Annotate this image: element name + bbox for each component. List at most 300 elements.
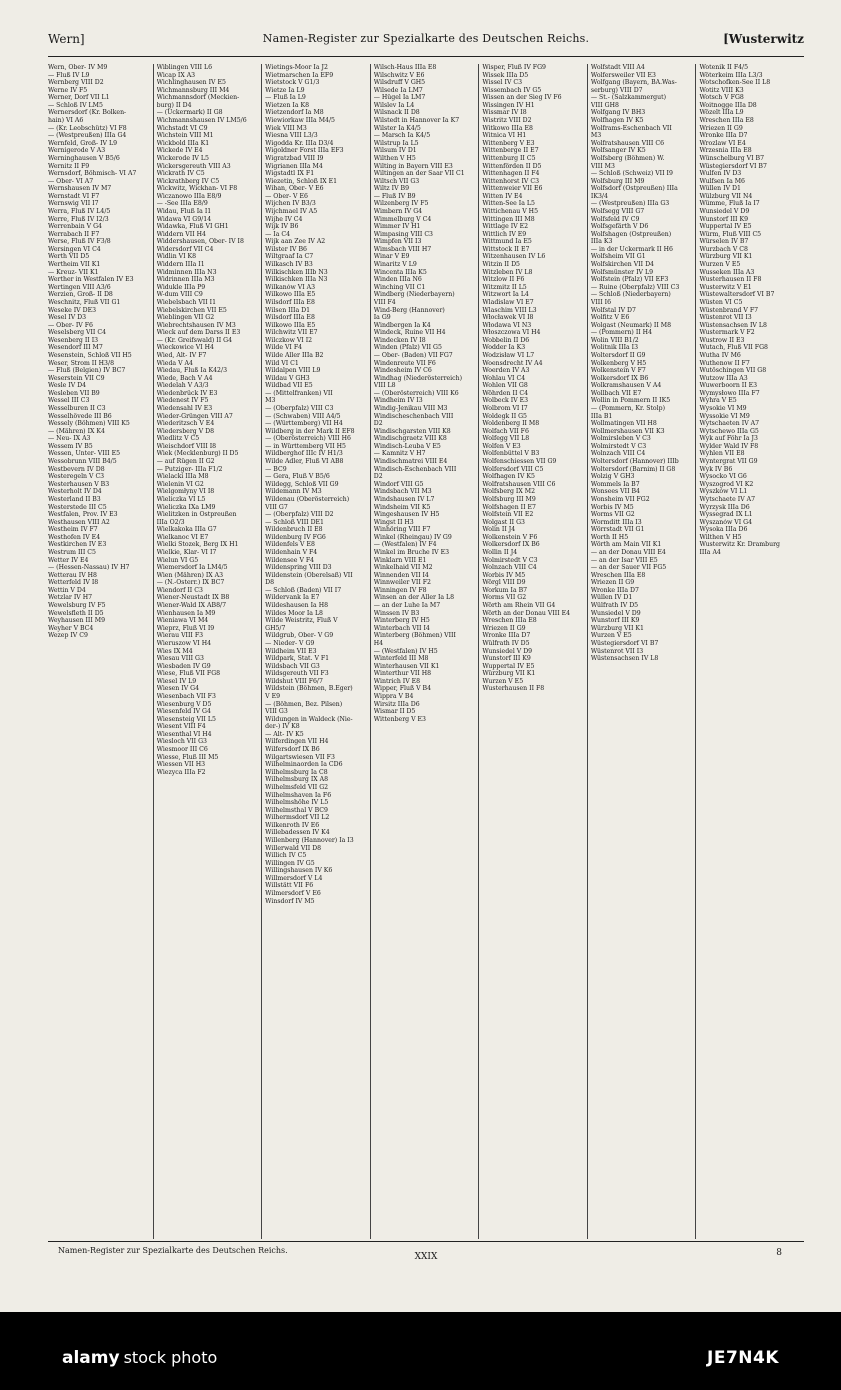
register-entry: Wrozlaw VI E4: [699, 139, 746, 147]
register-entry: Wiesmoor III C6: [156, 746, 208, 754]
register-entry: Wilthen V H5: [699, 533, 742, 541]
register-entry: Worms VII G2: [482, 594, 527, 602]
page-footer: [48, 1246, 804, 1268]
register-entry: Wiesna VIII L3/3: [265, 132, 318, 140]
register-entry: IK3/4: [590, 192, 608, 200]
register-entry: Wollbach VII E7: [590, 389, 642, 397]
register-entry: Wimbern IV G4: [373, 207, 423, 215]
register-entry: Wilde Adler, Fluß VI AB8: [265, 458, 344, 466]
register-entry: Wersingen VI C4: [48, 245, 101, 253]
register-entry: Windisch-Eschenbach VIII: [373, 465, 457, 473]
register-entry: Wildshut VIII F6/7: [265, 677, 323, 685]
register-entry: Wetter IV E4: [48, 556, 89, 564]
register-entry: Wildervank Ia E7: [265, 594, 320, 602]
register-entry: Winsdorf IV M5: [265, 897, 315, 905]
register-entry: Wildenhain V F4: [265, 549, 318, 556]
register-entry: Widawka, Fluß VI GH1: [156, 223, 229, 231]
register-entry: Westeregeln V C3: [48, 473, 105, 481]
register-entry: Wittlage IV E2: [482, 223, 529, 231]
register-entry: Wieliczka IXa LM9: [156, 503, 216, 511]
register-entry: Wörth an der Donau VIII E4: [482, 609, 571, 617]
register-entry: Wierau VIII F3: [156, 632, 204, 640]
register-entry: Wolfsberg (Böhmen) W.: [590, 154, 665, 162]
register-entry: Wildau V GH3: [265, 374, 310, 382]
register-entry: Witzmitz II L5: [482, 283, 527, 291]
register-entry: Wilferdingen VII H4: [265, 738, 329, 746]
register-entry: Wilde VI F4: [265, 344, 303, 352]
register-entry: Wessely (Böhmen) VIII K5: [48, 420, 130, 428]
register-entry: Wistritz VIII D2: [482, 117, 532, 125]
register-entry: Wiezetin, Schloß IX E1: [265, 177, 338, 185]
register-entry: Winkel (Rheingau) IV G9: [373, 533, 452, 541]
register-entry: Wyrzysk IIIa D6: [699, 503, 750, 511]
register-entry: Worms VII G2: [590, 511, 635, 519]
register-entry: — (Kr. Greifswald) II G4: [156, 336, 233, 344]
register-entry: — (Oberpfalz) VIII D2: [265, 511, 334, 519]
register-entry: Wildberg in der Mark II EF8: [265, 427, 355, 435]
register-entry: Wolfsheim VII G1: [590, 253, 646, 261]
register-entry: — Schloß (Schweiz) VII I9: [590, 170, 673, 178]
register-entry: Wernstadt VI F7: [48, 192, 100, 200]
register-entry: Wieliczka VI L5: [156, 495, 206, 503]
register-page: [48, 18, 804, 1280]
register-entry: Willerwald VII D8: [265, 844, 322, 852]
register-entry: Wilsdorf IIIa E8: [265, 314, 315, 322]
register-entry: Wilkischken IIIb N3: [265, 268, 328, 276]
register-entry: Włodawa VI N3: [482, 321, 532, 329]
register-entry: Widawa VI G9/14: [156, 215, 212, 223]
register-entry: Weyhausen III M9: [48, 617, 106, 625]
register-entry: Witten IV E4: [482, 192, 523, 200]
register-entry: Wimsbach VIII H7: [373, 245, 432, 253]
register-entry: — Ia C4: [265, 230, 291, 238]
register-entry: Wijhe IV C4: [265, 215, 303, 223]
register-entry: Wolkramshausen V A4: [590, 382, 662, 390]
register-entry: Wriezen II G9: [699, 124, 743, 132]
register-entry: Wolfen V E3: [482, 442, 521, 450]
register-entry: Wieischdorf VIII I8: [156, 442, 217, 450]
register-entry: Wüstegiersdorf VI B7: [590, 639, 659, 647]
register-entry: — (Uckermark) II G8: [156, 109, 223, 117]
register-entry: Wolfgang (Bayern, BA.Was-: [590, 79, 677, 87]
column-7: [695, 64, 804, 1239]
register-entry: Wutzow IIIa A3: [699, 374, 748, 382]
register-entry: Wonsheim VII FG2: [590, 495, 650, 503]
register-entry: Wielun VI G5: [156, 556, 199, 564]
column-3: [261, 64, 370, 1239]
register-entry: M3: [265, 397, 276, 405]
register-entry: Wielkanoc VI E7: [156, 533, 209, 541]
register-entry: Woltersdorf (Barnim) II G8: [590, 465, 676, 473]
register-entry: Wiessen VII H3: [156, 761, 206, 769]
register-entry: Wobbelin II D6: [482, 336, 530, 344]
register-entry: Wernitz II F9: [48, 162, 90, 170]
register-entry: Willebadessen IV K4: [265, 829, 330, 837]
register-entry: Wielacki IIIa M8: [156, 473, 209, 481]
register-entry: VIII M3: [590, 162, 615, 170]
register-entry: Wiebelsbach VII I1: [156, 298, 217, 306]
register-entry: Würzburg VII K1: [590, 624, 644, 632]
register-entry: Wiendorf II C3: [156, 586, 203, 594]
register-entry: — BC9: [265, 465, 287, 473]
register-entry: Wolfach VII F6: [482, 427, 529, 435]
register-entry: Wilster Ia K4/5: [373, 124, 421, 132]
register-entry: Wiesensteig VII L5: [156, 715, 216, 723]
register-entry: Winkelhaid VII M2: [373, 564, 433, 572]
register-entry: — (Westfalen) IV H5: [373, 647, 438, 655]
register-entry: Wietmarschen Ia EF9: [265, 71, 334, 79]
register-entry: Wessel III C3: [48, 397, 90, 405]
register-entry: serburg) VIII D7: [590, 86, 643, 94]
register-entry: Wietstock V G1/3: [265, 79, 320, 87]
register-entry: Windberg (Niederbayern): [373, 291, 455, 299]
register-entry: Werrabach II F7: [48, 230, 100, 238]
register-entry: Westrum III C5: [48, 549, 96, 556]
register-entry: Wollin in Pommern II IK5: [590, 397, 671, 405]
register-entry: Wolkersdorf IX B6: [482, 541, 540, 549]
column-6: [587, 64, 696, 1239]
register-entry: Wieda V A4: [156, 359, 193, 367]
register-entry: Witzwort Ia L4: [482, 291, 529, 299]
register-entry: Wiesel IV L9: [156, 677, 197, 685]
register-entry: Windischmatrei VIII E4: [373, 458, 448, 466]
register-entry: Wüllen IV D1: [590, 594, 633, 602]
register-entry: Windheim IV I3: [373, 397, 423, 405]
register-entry: Wissel IV C3: [482, 79, 523, 87]
register-entry: Witkowo IIIa E8: [482, 124, 533, 132]
register-entry: Woerden IV A3: [482, 367, 530, 375]
register-entry: Wilchwitz VII E7: [265, 329, 318, 337]
register-entry: Widrinnen IIIa M3: [156, 276, 215, 284]
register-entry: VIII G3: [265, 708, 288, 716]
register-entry: D8: [265, 579, 275, 587]
register-entry: Wittenhorst IV C3: [482, 177, 540, 185]
register-entry: Wittmund Ia E5: [482, 238, 532, 246]
register-entry: Wommels Ia B7: [590, 480, 640, 488]
register-entry: Wieder-Grüngen VIII A7: [156, 412, 233, 420]
register-entry: Wiede, Bach V A4: [156, 374, 213, 382]
register-entry: Wutha IV M6: [699, 351, 741, 359]
register-entry: Wirsitz IIIa D6: [373, 700, 420, 708]
register-entry: Wittenberge II E7: [482, 147, 539, 155]
register-entry: Wingeshausen IV H5: [373, 511, 440, 519]
register-entry: Wörth am Main VII K1: [590, 541, 662, 549]
register-entry: Wolfsfeld IV C9: [590, 215, 640, 223]
register-entry: — Kamnitz V H7: [373, 450, 426, 458]
register-entry: — Marsch Ia K4/5: [373, 132, 431, 140]
register-entry: Windecken IV I8: [373, 336, 426, 344]
register-entry: Weschnitz, Fluß VII G1: [48, 298, 121, 306]
register-entry: Wildenburg IV FG6: [265, 533, 326, 541]
register-entry: Wittichenau V H5: [482, 207, 538, 215]
register-entry: Wilstedt in Hannover Ia K7: [373, 117, 460, 125]
register-entry: Windischeschenbach VIII: [373, 412, 454, 420]
register-entry: Wichmannsdorf (Meckien-: [156, 94, 240, 102]
register-entry: Windsheim VII K5: [373, 503, 431, 511]
register-entry: Wohlen VII G8: [482, 382, 528, 390]
register-entry: Wichstein VIII M1: [156, 132, 214, 140]
register-entry: Wildsbach VII G3: [265, 662, 320, 670]
register-entry: Windischgraetz VIII K8: [373, 435, 447, 443]
register-entry: Wildeshausen Ia H8: [265, 602, 329, 610]
register-entry: Willich IV C5: [265, 852, 307, 860]
register-entry: — Fluß IV L9: [48, 71, 90, 79]
register-entry: Wilstrup Ia L5: [373, 139, 419, 147]
register-entry: Wilsdorf IIIa E8: [265, 298, 315, 306]
register-entry: Wolfenschiessen VII G9: [482, 458, 557, 466]
column-2: [153, 64, 262, 1239]
register-entry: — (Württemberg) VII H4: [265, 420, 343, 428]
register-entry: — Schloß IV LM5: [48, 101, 103, 109]
register-entry: — Ober- V E6: [265, 192, 308, 200]
register-entry: Wolfitz V E6: [590, 314, 630, 322]
register-entry: Wörgl VIII D9: [482, 579, 526, 587]
register-entry: Westerland II B3: [48, 495, 101, 503]
register-entry: Wijk IV B6: [265, 223, 299, 231]
register-entry: — an der Luhe Ia M7: [373, 602, 441, 610]
register-entry: Wissmar IV I8: [482, 109, 527, 117]
register-entry: Wolfsberg IX M2: [482, 488, 536, 496]
register-entry: Wreschen IIIa E8: [590, 571, 646, 579]
register-entry: Westerhausen V B3: [48, 480, 110, 488]
register-entry: Witzin II D5: [482, 261, 520, 269]
register-entry: Wülfrath IV D5: [482, 639, 530, 647]
register-entry: Wolzig V GH3: [590, 473, 635, 481]
register-entry: Wurzen V E5: [699, 261, 741, 269]
register-entry: Wytschaete IV A7: [699, 495, 756, 503]
register-entry: Wilhelmsthal V BC9: [265, 806, 328, 814]
register-entry: — (Hessen-Nassau) IV H7: [48, 564, 130, 572]
register-entry: Wildensee V F4: [265, 556, 315, 564]
register-entry: Wrzesnia IIIa E8: [699, 147, 752, 155]
register-entry: Willingshausen IV K6: [265, 867, 333, 875]
register-entry: Woitnogge IIIa D8: [699, 101, 757, 109]
register-entry: Wissingen IV H1: [482, 101, 535, 109]
register-entry: Wyk auf Föhr Ia J3: [699, 435, 758, 443]
register-entry: Wieblingen VII G2: [156, 314, 215, 322]
register-entry: — Nieder- V G9: [265, 639, 315, 647]
register-entry: Wiesen IV G4: [156, 685, 200, 693]
watermark-band: [0, 1312, 841, 1390]
register-entry: Woltersdorf (Hannover) IIIb: [590, 458, 679, 466]
register-entry: Wielkakoka IIIa G7: [156, 526, 217, 534]
register-entry: Wienhausen Ia M9: [156, 609, 216, 617]
register-entry: Wreschen IIIa E8: [482, 617, 537, 625]
register-entry: Wernshausen IV M7: [48, 185, 112, 193]
register-entry: Wieckowice VI H4: [156, 344, 214, 352]
register-entry: Wüstegiersdorf VI B7: [699, 162, 767, 170]
register-entry: Wolfstal IV D7: [590, 306, 636, 314]
register-entry: Wümme, Fluß Ia I7: [699, 200, 760, 208]
register-entry: Wutach, Fluß VII FG8: [699, 344, 768, 352]
register-entry: Wiesbaden IV G9: [156, 662, 211, 670]
register-entry: — an der Sauer VII FG5: [590, 564, 667, 572]
register-entry: Wunstorf III K9: [482, 655, 531, 663]
register-entry: Wiek VIII M3: [265, 124, 307, 132]
register-entry: Wihan, Ober- V E6: [265, 185, 324, 193]
register-entry: Wieniawa VI M4: [156, 617, 209, 625]
footer-sheet-number: 8: [776, 1248, 782, 1258]
register-entry: Wolfsdorf (Ostpreußen) IIIa: [590, 185, 678, 193]
register-entry: VIII I6: [590, 298, 612, 306]
register-entry: Winhöring VIII F7: [373, 526, 431, 534]
register-entry: Wingst II H3: [373, 518, 414, 526]
register-entry: Wilsch-Haus IIIa E8: [373, 64, 437, 71]
register-entry: Wietings-Moor Ia J2: [265, 64, 328, 71]
register-entry: Wilsen IIIa D1: [265, 306, 311, 314]
register-entry: — Fluß (Belgien) IV BC7: [48, 367, 126, 375]
register-entry: Westerstede III C5: [48, 503, 107, 511]
register-entry: Wielgomłyny VI I8: [156, 488, 215, 496]
register-entry: Wien (Mähren) IX A3: [156, 571, 224, 579]
register-entry: Wolfersdorf VIII C5: [482, 465, 544, 473]
register-entry: Wild VI C1: [265, 359, 299, 367]
register-entry: Windig-Jenikau VIII M3: [373, 405, 448, 413]
register-entry: Witzleben IV L8: [482, 268, 533, 276]
register-entry: Włoszczowa VI H4: [482, 329, 541, 337]
register-entry: Wiese, Fluß VII FG8: [156, 670, 221, 678]
register-entry: Wüstenbrand V F7: [699, 306, 759, 314]
register-entry: — Putziger- IIIa F1/2: [156, 465, 223, 473]
register-entry: VIII L8: [373, 382, 396, 390]
register-entry: — (Oberösterreich) VIII H6: [265, 435, 351, 443]
register-entry: Wesenstein, Schloß VII H5: [48, 351, 132, 359]
register-entry: V E9: [265, 692, 281, 700]
register-entry: Wolfstadt VIII A4: [590, 64, 645, 71]
register-entry: Wicap IX A3: [156, 71, 196, 79]
register-entry: VIII GH8: [590, 101, 619, 109]
register-entry: Wiesenburg V D5: [156, 700, 212, 708]
register-entry: Wolfstein VII E2: [482, 511, 534, 519]
register-entry: Woldegk II G5: [482, 412, 527, 420]
register-entry: — in der Uckermark II H6: [590, 245, 673, 253]
register-entry: Wielkie, Klar- VI I7: [156, 549, 217, 556]
register-entry: Willmersdorf V L4: [265, 874, 323, 882]
register-entry: Wutöschingen VII G8: [699, 367, 767, 375]
register-entry: Wilhelmshöhe IV L5: [265, 799, 329, 807]
register-entry: Wilschwitz V E6: [373, 71, 425, 79]
register-entry: Wessen, Unter- VIII E5: [48, 450, 121, 458]
register-entry: Wyssokie VI M9: [699, 412, 750, 420]
register-entry: Wickrathberg IV C5: [156, 177, 220, 185]
register-entry: Wiek (Mecklenburg) II D5: [156, 450, 239, 458]
register-entry: Wesselhövede III B6: [48, 412, 112, 420]
register-entry: Wolitnik IIIa I3: [590, 344, 639, 352]
register-entry: — Kreuz- VII K1: [48, 268, 99, 276]
register-entry: Wreschen IIIa E8: [699, 117, 754, 125]
register-entry: Wiltz IV B9: [373, 185, 410, 193]
register-entry: Wyhlen VII E8: [699, 450, 745, 458]
register-entry: Werre, Fluß IV I2/3: [48, 215, 109, 223]
register-entry: Widersdorf VII C4: [156, 245, 214, 253]
register-entry: Wieck auf dem Darss II E3: [156, 329, 241, 337]
register-entry: — (Böhmen, Bez. Pilsen): [265, 700, 343, 708]
register-entry: Wickrath IV C5: [156, 170, 205, 178]
register-entry: hain) VI A6: [48, 117, 84, 125]
register-entry: Wusterwitz Kr. Dramburg: [699, 541, 781, 549]
footer-page-roman: XXIX: [414, 1252, 438, 1262]
register-entry: Werra, Fluß IV L4/5: [48, 207, 111, 215]
register-entry: Wippra V B4: [373, 692, 414, 700]
register-entry: Wyszków VI L1: [699, 488, 748, 496]
register-entry: Wittenhagen II F4: [482, 170, 540, 178]
register-entry: Wilde Aller IIIa B2: [265, 351, 324, 359]
register-entry: Wiesenthal VI H4: [156, 730, 212, 738]
register-entry: Wernswig VII I7: [48, 200, 99, 208]
register-entry: Wolkersdorf IX B6: [590, 374, 649, 382]
register-entry: Würzburg VII K1: [699, 253, 753, 261]
register-entry: Wilster IV B6: [265, 245, 307, 253]
register-entry: Wewelsburg IV F5: [48, 602, 106, 610]
register-entry: Wildenbruch II E8: [265, 526, 323, 534]
register-entry: Wilkowo IIIa E5: [265, 321, 316, 329]
register-entry: Wyhra V E5: [699, 397, 737, 405]
register-entry: Wildungen in Waldeck (Nie-: [265, 715, 353, 723]
register-entry: burg) II D4: [156, 101, 192, 109]
register-entry: — Gera, Fluß V B5/6: [265, 473, 330, 481]
register-entry: W-dum VIII C9: [156, 291, 203, 299]
register-entry: Wilsnack II D8: [373, 109, 420, 117]
header-rule: [48, 56, 804, 57]
register-entry: Widminnen IIIa N3: [156, 268, 217, 276]
register-entry: Wolbeck IV E3: [482, 397, 529, 405]
register-entry: — (Westpreußen) IIIa G4: [48, 132, 127, 140]
register-entry: Wimpfen VII I3: [373, 238, 422, 246]
register-entry: Wern, Ober- IV M9: [48, 64, 108, 71]
register-entry: — Ober- (Baden) VII FG7: [373, 351, 453, 359]
register-entry: — -See IIIa E8/9: [156, 200, 208, 208]
register-entry: Wözelt IIIa L9: [699, 109, 744, 117]
register-entry: D2: [373, 420, 383, 428]
register-entry: Wyk IV B6: [699, 465, 733, 473]
register-entry: Wigratzbad VIII I9: [265, 154, 324, 162]
register-entry: Wiesse, Fluß III M5: [156, 753, 219, 761]
register-entry: Wichstadt VI C9: [156, 124, 208, 132]
register-entry: Wesenberg II I3: [48, 336, 99, 344]
register-entry: Wronke IIIa D7: [482, 632, 531, 640]
register-entry: Wickerode IV L5: [156, 154, 209, 162]
register-entry: — (Schwaben) VIII A4/5: [265, 412, 341, 420]
register-entry: Wunstorf III K9: [590, 617, 640, 625]
register-entry: Wöhrden II C4: [482, 389, 529, 397]
register-entry: Widdern VII H4: [156, 230, 206, 238]
register-entry: Wunsiedel V D9: [482, 647, 533, 655]
register-entry: Willenberg (Hannover) Ia I3: [265, 836, 354, 844]
register-entry: Weser, Strom II H3/8: [48, 359, 115, 367]
watermark-brand: alamy: [62, 1348, 120, 1368]
register-entry: Wüstensachsen IV L8: [699, 321, 767, 329]
register-entry: Wittenweier VII E6: [482, 185, 543, 193]
register-entry: Wessem IV B5: [48, 442, 93, 450]
register-entry: Winching VII C1: [373, 283, 426, 291]
register-entry: Winden (Pfalz) VII G5: [373, 344, 442, 352]
register-entry: Wüstenrot VII I3: [699, 314, 752, 322]
register-entry: Wissen an der Sieg IV F6: [482, 94, 562, 102]
register-entry: Wilczkow VI I2: [265, 336, 313, 344]
register-entry: Wilsede Ia LM7: [373, 86, 423, 94]
register-entry: Wolnzach VIII C4: [590, 450, 646, 458]
register-entry: Wolfratshausen VIII C6: [482, 480, 556, 488]
register-entry: Weseke IV DE3: [48, 306, 97, 314]
register-entry: Wickwitz, Wickhan- VI F8: [156, 185, 238, 193]
register-entry: Woltersdorf II G9: [590, 351, 646, 359]
register-entry: Wriezen II G9: [482, 624, 526, 632]
register-entry: IIIa B1: [590, 412, 613, 420]
register-entry: Wetterfeld IV I8: [48, 579, 99, 587]
register-entry: Windesheim IV C6: [373, 367, 432, 375]
register-entry: Wiesau VIII G3: [156, 655, 204, 663]
register-entry: Wymysłowo IIIa F7: [699, 389, 760, 397]
